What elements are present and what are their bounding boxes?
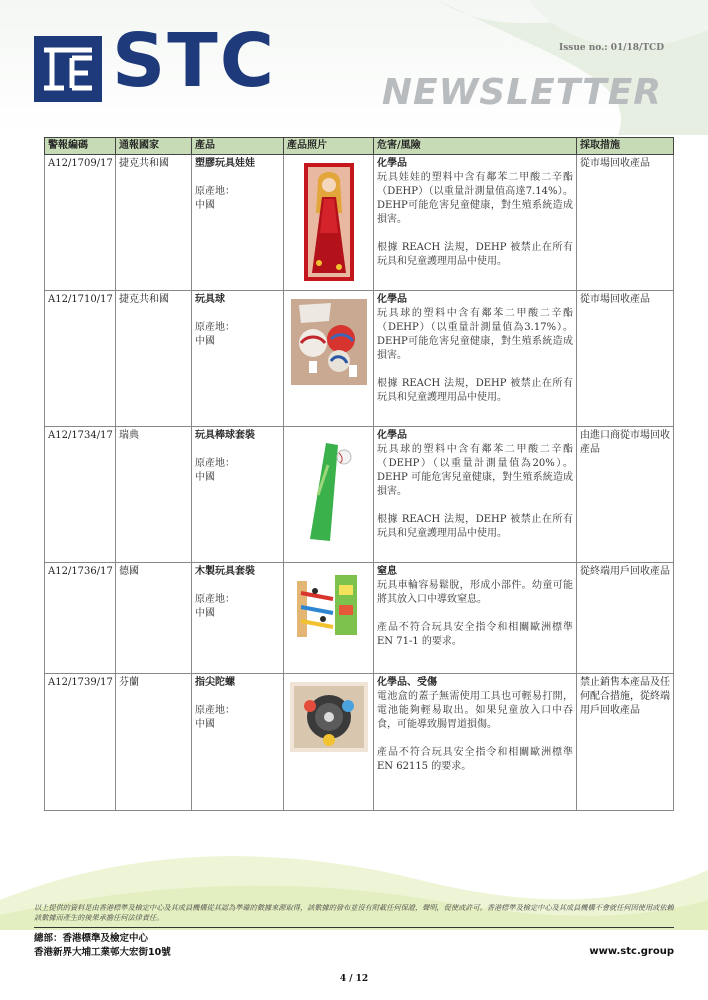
product-cell [192, 563, 284, 674]
doll-photo [304, 163, 354, 281]
toy-balls-photo [291, 299, 367, 385]
measure-taken: 由進口商從市場回收產品 [577, 427, 674, 563]
hazard-regulation: 產品不符合玩具安全指令和相關歐洲標準 EN 71-1 的要求。 [377, 622, 573, 647]
alert-code: A12/1734/17 [45, 427, 116, 563]
origin-value: 中國 [195, 200, 215, 211]
hazard-cell [374, 563, 577, 674]
table-row [45, 155, 674, 291]
footer-divider [34, 927, 674, 928]
measure-taken: 禁止銷售本產品及任何配合措施，從終端用戶回收產品 [577, 674, 674, 811]
product-photo-cell [284, 563, 374, 674]
hazard-description: 電池盒的蓋子無需使用工具也可輕易打開，電池能夠輕易取出。如果兒童放入口中吞食，可能導致腸胃道損傷。 [377, 691, 573, 730]
hazard-regulation: 根據 REACH 法規，DEHP 被禁止在所有玩具和兒童護理用品中使用。 [377, 514, 573, 539]
table-row [45, 674, 674, 811]
alert-code: A12/1739/17 [45, 674, 116, 811]
origin-value: 中國 [195, 719, 215, 730]
measure-taken: 從市場回收產品 [577, 291, 674, 427]
product-cell [192, 674, 284, 811]
stc-logo-mark [34, 36, 102, 102]
table-header-row [45, 138, 674, 155]
product-cell [192, 291, 284, 427]
hazard-description: 玩具車輪容易鬆脫，形成小部件。幼童可能將其放入口中導致窒息。 [377, 580, 573, 605]
fidget-spinner-photo [290, 682, 368, 752]
origin-value: 中國 [195, 336, 215, 347]
notifying-country: 瑞典 [116, 427, 192, 563]
col-header-hazard: 危害/風險 [374, 138, 577, 155]
alert-code: A12/1736/17 [45, 563, 116, 674]
col-header-code: 警報編碼 [45, 138, 116, 155]
hazard-type: 窒息 [377, 566, 397, 577]
hazard-description: 玩具娃娃的塑料中含有鄰苯二甲酸二辛酯（DEHP）（以重量計測量值高達7.14%）。 DEHP可能危害兒童健康，對生殖系統造成損害。 [377, 172, 573, 225]
hq-line-1: 總部：香港標準及檢定中心 [34, 933, 149, 944]
disclaimer-text: 以上提供的資料是由香港標準及檢定中心及其成員機構從其認為準確的數據來源取得，該數據的發布並沒有附載任何保證，聲明，促使或許可。香港標準及檢定中心及其成員機構不會就任何因使用或依賴該數據而產生的後果承擔任何法律責任。 [34, 903, 674, 922]
headquarters-address [34, 932, 171, 960]
table-row [45, 427, 674, 563]
origin-label: 原產地： [195, 594, 235, 605]
product-photo-cell [284, 291, 374, 427]
alert-code: A12/1709/17 [45, 155, 116, 291]
product-name: 塑膠玩具娃娃 [195, 158, 255, 169]
stc-logo-icon [34, 36, 102, 102]
origin-value: 中國 [195, 608, 215, 619]
baseball-set-photo [304, 435, 354, 547]
origin-label: 原產地： [195, 458, 235, 469]
decorative-swoosh [378, 0, 708, 135]
hazard-type: 化學品 [377, 430, 407, 441]
wooden-toy-set-photo [293, 571, 365, 641]
hazard-type: 化學品 [377, 294, 407, 305]
notifying-country: 捷克共和國 [116, 155, 192, 291]
hazard-type: 化學品 [377, 158, 407, 169]
product-photo-cell [284, 427, 374, 563]
hazard-cell [374, 155, 577, 291]
measure-taken: 從終端用戶回收產品 [577, 563, 674, 674]
hazard-cell [374, 291, 577, 427]
newsletter-title: NEWSLETTER [381, 72, 662, 113]
origin-value: 中國 [195, 472, 215, 483]
product-cell [192, 155, 284, 291]
product-cell [192, 427, 284, 563]
product-photo-cell [284, 155, 374, 291]
hazard-cell [374, 674, 577, 811]
hazard-description: 玩具球的塑料中含有鄰苯二甲酸二辛酯（DEHP）（以重量計測量值為20%）。 DEHP 可能危害兒童健康，對生殖系統造成損害。 [377, 444, 573, 497]
notifying-country: 捷克共和國 [116, 291, 192, 427]
origin-label: 原產地： [195, 705, 235, 716]
alert-code: A12/1710/17 [45, 291, 116, 427]
hazard-regulation: 產品不符合玩具安全指令和相關歐洲標準 EN 62115 的要求。 [377, 747, 573, 772]
measure-taken: 從市場回收產品 [577, 155, 674, 291]
product-name: 木製玩具套裝 [195, 566, 255, 577]
product-name: 指尖陀螺 [195, 677, 235, 688]
col-header-action: 採取措施 [577, 138, 674, 155]
header-background [0, 0, 708, 135]
product-photo-cell [284, 674, 374, 811]
hazard-cell [374, 427, 577, 563]
hq-line-2: 香港新界大埔工業邨大宏街10號 [34, 947, 171, 958]
website-link[interactable]: www.stc.group [589, 946, 674, 957]
page-number: 4 / 12 [339, 974, 369, 984]
table-row [45, 563, 674, 674]
table-row [45, 291, 674, 427]
hazard-regulation: 根據 REACH 法規，DEHP 被禁止在所有玩具和兒童護理用品中使用。 [377, 378, 573, 403]
product-alerts-table [44, 137, 674, 811]
hazard-regulation: 根據 REACH 法規，DEHP 被禁止在所有玩具和兒童護理用品中使用。 [377, 242, 573, 267]
origin-label: 原產地： [195, 186, 235, 197]
notifying-country: 德國 [116, 563, 192, 674]
issue-number: Issue no.: 01/18/TCD [558, 43, 664, 53]
product-name: 玩具棒球套裝 [195, 430, 255, 441]
col-header-product: 產品 [192, 138, 284, 155]
hazard-type: 化學品、受傷 [377, 677, 437, 688]
notifying-country: 芬蘭 [116, 674, 192, 811]
col-header-photo: 產品照片 [284, 138, 374, 155]
product-name: 玩具球 [195, 294, 225, 305]
col-header-country: 通報國家 [116, 138, 192, 155]
brand-name: STC [112, 18, 277, 104]
hazard-description: 玩具球的塑料中含有鄰苯二甲酸二辛酯（DEHP）（以重量計測量值為3.17%）。 DEHP可能危害兒童健康，對生殖系統造成損害。 [377, 308, 573, 361]
origin-label: 原產地： [195, 322, 235, 333]
